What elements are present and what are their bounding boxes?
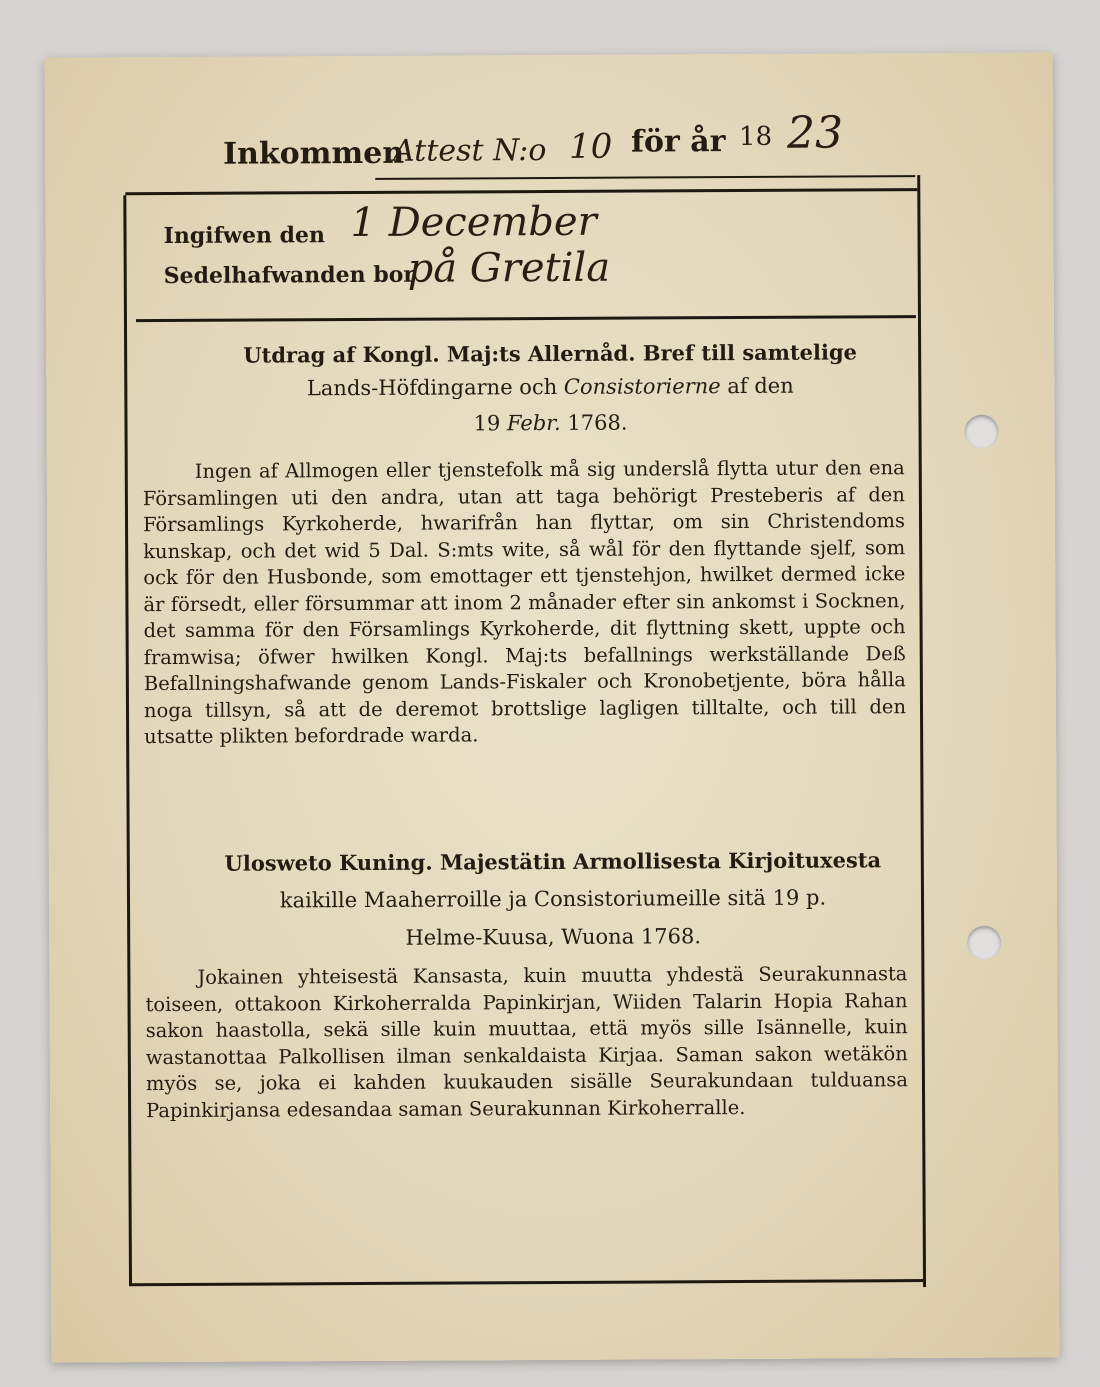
swedish-heading-year: 1768.: [567, 410, 628, 435]
finnish-heading-line2: kaikille Maaherroille ja Consistoriumeille sitä 19 p.: [279, 885, 827, 913]
box-top-rule: [125, 188, 917, 195]
finnish-heading-line3: Helme-Kuusa, Wuona 1768.: [405, 924, 702, 950]
residence-label: Sedelhafwanden bor: [163, 261, 416, 290]
year-label: för år: [630, 124, 726, 160]
finnish-heading-line1: Ulosweto Kuning. Majestätin Armollisesta Kirjoituxesta: [224, 847, 882, 876]
swedish-body: Ingen af Allmogen eller tjenstefolk må sig underslå flytta utur den ena Församlingen uti den andra, utan att taga behörigt Presteberis af den Församlings Kyrkoherde, hwarifrån han flyttar, om sin Christendoms kunskap, och det wid 5 Dal. S:mts wite, så wål för den flyttande sjelf, som ock för den Husbonde, som emottager ett tjenstehjon, hwilket dermed icke är försedt, eller försummar att inom 2 månader efter sin ankomst i Socknen, det samma för den Församlings Kyrkoherde, dit flyttning skett, uppte och framwisa; öfwer hwilken Kongl. Maj:ts befallnings werkställande Deß Befallningshafwande genom Lands-Fiskaler och Kronobetjente, böra hålla noga tillsyn, så att de deremot brottslige lagligen tilltalte, och till den utsatte plikten befordrade warda.: [142, 456, 907, 749]
swedish-heading-line2: [46, 372, 1054, 401]
swedish-heading-consistorierne: Consistorierne: [563, 374, 721, 399]
swedish-heading-line1: Utdrag af Kongl. Maj:ts Allernåd. Bref till samtelige: [243, 339, 858, 368]
info-bottom-rule: [136, 315, 916, 322]
document-sheet: [45, 52, 1060, 1362]
swedish-heading-day: 19: [473, 411, 501, 436]
submitted-label: Ingifwen den: [163, 222, 326, 250]
attest-number-value: 10: [568, 126, 613, 167]
swedish-heading-month: Febr.: [506, 410, 561, 436]
header-label: Inkommen: [223, 135, 405, 172]
swedish-heading-line2-part1: Lands-Höfdingarne och: [306, 374, 558, 401]
year-prefix: 18: [738, 121, 773, 153]
header-rule: [375, 175, 915, 180]
attest-number-label: Attest N:o: [392, 133, 547, 169]
finnish-body: Jokainen yhteisestä Kansasta, kuin muutta yhdestä Seurakunnasta toiseen, ottakoon Kirkoherralda Papinkirjan, Wiiden Talarin Hopia Rahan sakon haastolla, sekä sille kuin muuttaa, että myös sille Isännelle, kuin wastanottaa Palkollisen ilman senkaldaista Kirjaa. Saman sakon wetäkön myös se, joka ei kahden kuukauden sisälle Seurakundaan tulduansa Papinkirjansa edesandaa saman Seurakunnan Kirkoherralle.: [145, 962, 909, 1122]
swedish-heading-line2-part3: af den: [727, 373, 794, 399]
residence-value: på Gretila: [407, 244, 611, 292]
year-suffix: 23: [786, 107, 844, 159]
box-bottom-rule: [129, 1279, 926, 1286]
submitted-value: 1 December: [350, 198, 597, 247]
swedish-heading-line3: [46, 408, 1054, 437]
